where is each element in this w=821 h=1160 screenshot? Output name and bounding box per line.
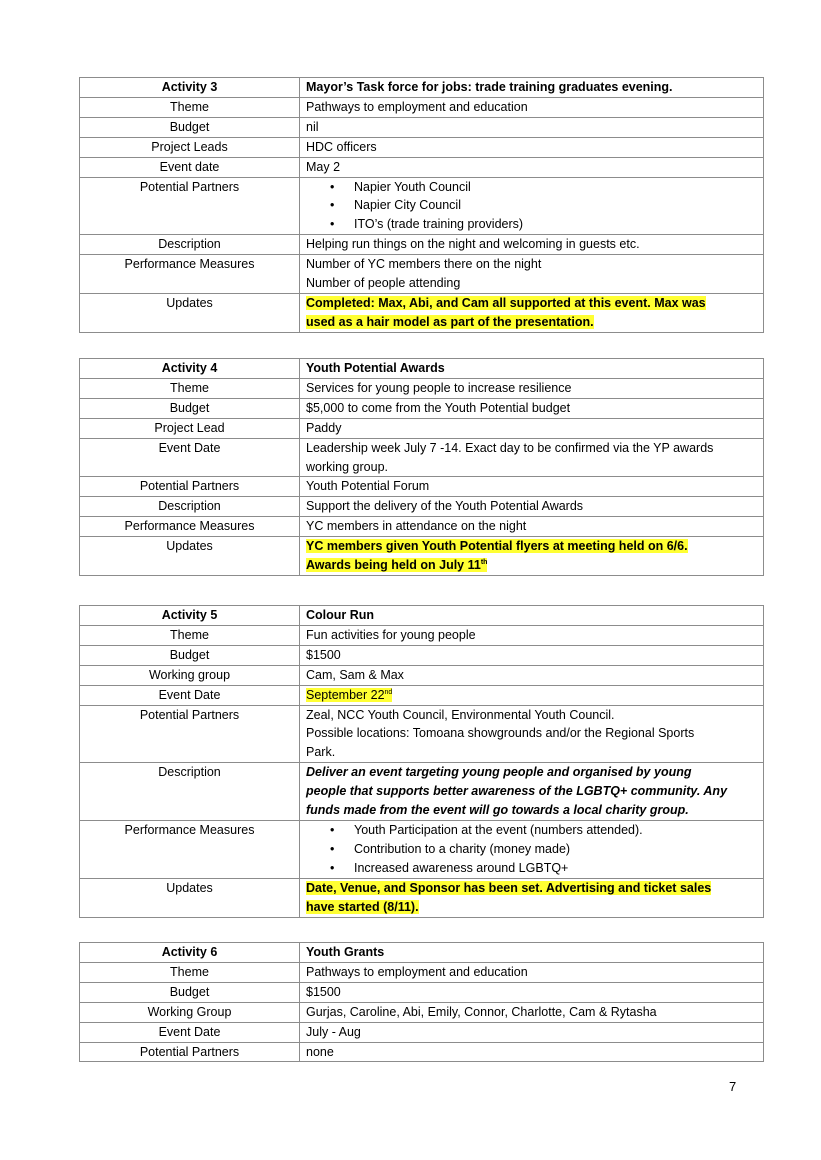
row-value	[300, 820, 764, 878]
row-value	[300, 177, 764, 235]
row-value: Paddy	[300, 418, 764, 438]
row-label: Potential Partners	[80, 705, 300, 763]
activity-title: Youth Potential Awards	[300, 359, 764, 379]
row-label: Budget	[80, 982, 300, 1002]
ordinal-suffix: nd	[384, 688, 393, 696]
table-row	[80, 398, 764, 418]
activity-label: Activity 4	[80, 359, 300, 379]
table-row	[80, 705, 764, 763]
row-value	[300, 685, 764, 705]
table-header-row	[80, 606, 764, 626]
row-value: YC members in attendance on the night	[300, 517, 764, 537]
activity-6-table	[79, 942, 764, 1062]
ordinal-suffix: th	[480, 559, 488, 567]
table-row	[80, 1002, 764, 1022]
row-label: Updates	[80, 878, 300, 917]
row-label: Event Date	[80, 685, 300, 705]
row-value: Gurjas, Caroline, Abi, Emily, Connor, Charlotte, Cam & Rytasha	[300, 1002, 764, 1022]
table-row	[80, 235, 764, 255]
row-value: Fun activities for young people	[300, 625, 764, 645]
table-row	[80, 1022, 764, 1042]
list-item: • Napier Youth Council	[354, 178, 757, 197]
row-label: Performance Measures	[80, 820, 300, 878]
text-line: Deliver an event targeting young people and organised by young	[306, 765, 692, 780]
row-label: Event date	[80, 157, 300, 177]
row-value: Support the delivery of the Youth Potential Awards	[300, 497, 764, 517]
row-value	[300, 878, 764, 917]
activity-title: Youth Grants	[300, 943, 764, 963]
update-highlight	[306, 558, 487, 572]
row-value: Services for young people to increase resilience	[300, 378, 764, 398]
row-value: Pathways to employment and education	[300, 97, 764, 117]
measures-list	[306, 821, 757, 878]
row-label: Theme	[80, 962, 300, 982]
list-item: • ITO’s (trade training providers)	[354, 215, 757, 234]
activity-title: Mayor’s Task force for jobs: trade training graduates evening.	[300, 78, 764, 98]
activity-label: Activity 3	[80, 78, 300, 98]
update-highlight: used as a hair model as part of the presentation.	[306, 314, 594, 329]
row-value: nil	[300, 117, 764, 137]
text-line: funds made from the event will go towards a local charity group.	[306, 803, 689, 818]
row-label: Theme	[80, 378, 300, 398]
row-label: Potential Partners	[80, 477, 300, 497]
text-line: Zeal, NCC Youth Council, Environmental Youth Council.	[306, 707, 615, 722]
row-value: May 2	[300, 157, 764, 177]
table-row	[80, 378, 764, 398]
row-value: July - Aug	[300, 1022, 764, 1042]
text-line: Possible locations: Tomoana showgrounds and/or the Regional Sports	[306, 726, 695, 741]
table-row	[80, 157, 764, 177]
table-row	[80, 685, 764, 705]
row-value: $1500	[300, 982, 764, 1002]
table-row	[80, 177, 764, 235]
list-item: • Increased awareness around LGBTQ+	[354, 859, 757, 878]
row-value: $5,000 to come from the Youth Potential budget	[300, 398, 764, 418]
table-row	[80, 137, 764, 157]
text-line: working group.	[306, 459, 388, 474]
update-text: Awards being held on July 11	[306, 558, 481, 573]
row-label: Event Date	[80, 438, 300, 477]
row-label: Budget	[80, 398, 300, 418]
table-row	[80, 537, 764, 576]
row-label: Performance Measures	[80, 255, 300, 294]
table-row	[80, 497, 764, 517]
activity-5-table	[79, 605, 764, 918]
row-label: Potential Partners	[80, 1042, 300, 1062]
update-highlight: Completed: Max, Abi, and Cam all supported at this event. Max was	[306, 295, 706, 310]
table-row	[80, 982, 764, 1002]
list-item: • Napier City Council	[354, 196, 757, 215]
update-highlight: Date, Venue, and Sponsor has been set. Advertising and ticket sales	[306, 880, 712, 895]
row-value: Pathways to employment and education	[300, 962, 764, 982]
table-row	[80, 820, 764, 878]
row-label: Theme	[80, 97, 300, 117]
table-row	[80, 293, 764, 332]
table-row	[80, 962, 764, 982]
row-value	[300, 705, 764, 763]
table-row	[80, 438, 764, 477]
text-line: Leadership week July 7 -14. Exact day to be confirmed via the YP awards	[306, 440, 714, 455]
list-item: • Youth Participation at the event (numbers attended).	[354, 821, 757, 840]
table-row	[80, 665, 764, 685]
page-number: 7	[729, 1079, 737, 1094]
table-row	[80, 117, 764, 137]
table-row	[80, 255, 764, 294]
event-date-text: September 22	[306, 687, 385, 702]
activity-label: Activity 5	[80, 606, 300, 626]
table-row	[80, 418, 764, 438]
activity-title: Colour Run	[300, 606, 764, 626]
row-value: Youth Potential Forum	[300, 477, 764, 497]
row-label: Budget	[80, 645, 300, 665]
row-value: Cam, Sam & Max	[300, 665, 764, 685]
row-value	[300, 763, 764, 821]
table-header-row	[80, 943, 764, 963]
table-row	[80, 97, 764, 117]
list-item: • Contribution to a charity (money made)	[354, 840, 757, 859]
row-value	[300, 255, 764, 294]
row-label: Theme	[80, 625, 300, 645]
row-label: Updates	[80, 537, 300, 576]
table-header-row	[80, 78, 764, 98]
table-row	[80, 878, 764, 917]
row-label: Budget	[80, 117, 300, 137]
row-value	[300, 537, 764, 576]
row-value: $1500	[300, 645, 764, 665]
table-row	[80, 625, 764, 645]
event-date-highlight	[306, 688, 392, 702]
row-label: Project Leads	[80, 137, 300, 157]
row-label: Updates	[80, 293, 300, 332]
text-line: Number of people attending	[306, 276, 461, 291]
row-label: Description	[80, 235, 300, 255]
row-label: Potential Partners	[80, 177, 300, 235]
row-label: Working group	[80, 665, 300, 685]
row-label: Project Lead	[80, 418, 300, 438]
row-value	[300, 293, 764, 332]
table-row	[80, 763, 764, 821]
row-label: Performance Measures	[80, 517, 300, 537]
partners-list	[306, 178, 757, 235]
row-label: Description	[80, 497, 300, 517]
table-row	[80, 1042, 764, 1062]
table-row	[80, 477, 764, 497]
row-label: Working Group	[80, 1002, 300, 1022]
row-label: Event Date	[80, 1022, 300, 1042]
update-highlight: YC members given Youth Potential flyers at meeting held on 6/6.	[306, 539, 688, 554]
text-line: Number of YC members there on the night	[306, 257, 542, 272]
row-value: none	[300, 1042, 764, 1062]
row-label: Description	[80, 763, 300, 821]
row-value: HDC officers	[300, 137, 764, 157]
table-row	[80, 645, 764, 665]
text-line: people that supports better awareness of the LGBTQ+ community. Any	[306, 784, 728, 799]
row-value	[300, 438, 764, 477]
activity-3-table	[79, 77, 764, 333]
row-value: Helping run things on the night and welcoming in guests etc.	[300, 235, 764, 255]
activity-label: Activity 6	[80, 943, 300, 963]
update-highlight: have started (8/11).	[306, 899, 419, 914]
table-header-row	[80, 359, 764, 379]
table-row	[80, 517, 764, 537]
text-line: Park.	[306, 745, 336, 760]
activity-4-table	[79, 358, 764, 576]
